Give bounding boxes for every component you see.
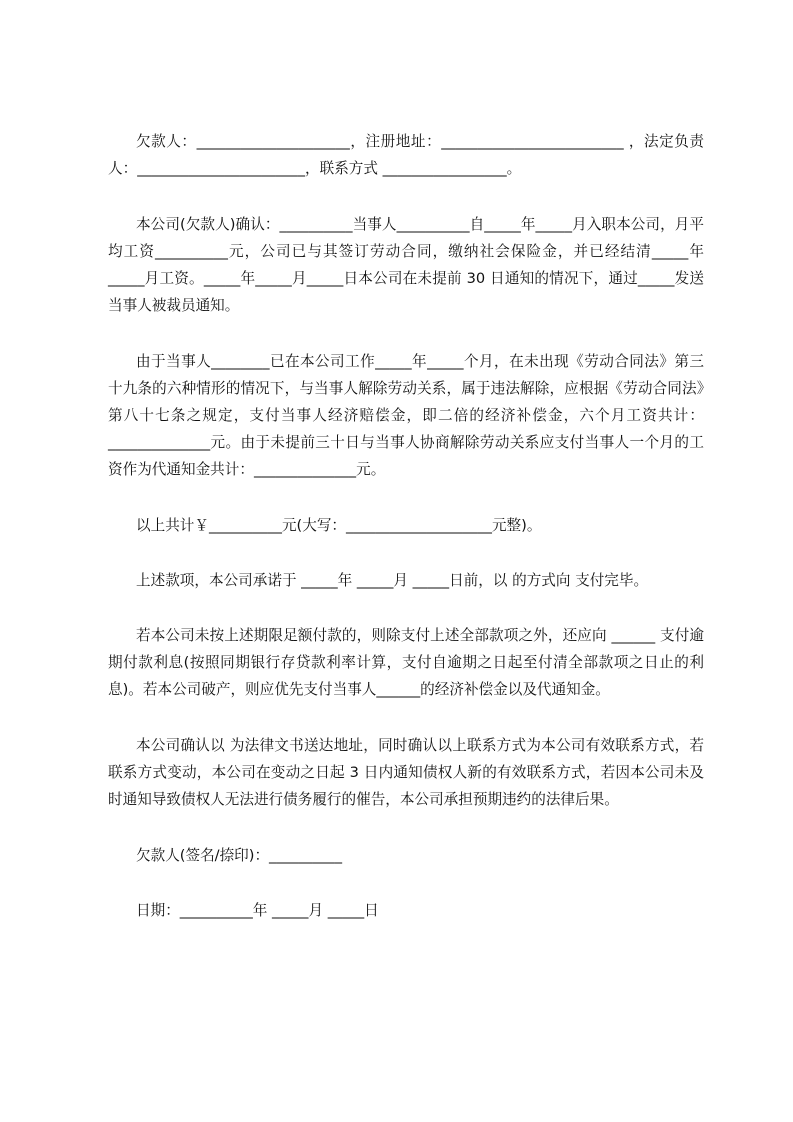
debtor-signature-line: 欠款人(签名/捺印)：__________ — [136, 847, 343, 864]
confirmation-paragraph: 本公司(欠款人)确认：__________当事人__________自_____年_____月入职本公司，月平均工资__________元，公司已与其签订劳动合同，缴纳社会保险金，并已经结清_____年_____月工资。_____年_____月_____日本公司在未提前 30 日通知的情况下，通过_____发送当事人被裁员通知。 — [108, 216, 704, 314]
late-payment-paragraph: 若本公司未按上述期限足额付款的，则除支付上述全部款项之外，还应向 ______ 支付逾期付款利息(按照同期银行存贷款利率计算，支付自逾期之日起至付清全部款项之日止的利息)。若本公司破产，则应优先支付当事人______的经济补偿金以及代通知金。 — [108, 627, 704, 698]
payment-promise-paragraph: 上述款项，本公司承诺于 _____年 _____月 _____日前，以 的方式向 支付完毕。 — [136, 572, 649, 589]
total-amount-paragraph: 以上共计￥__________元(大写：____________________元整)。 — [136, 517, 542, 534]
debtor-info-paragraph: 欠款人：_____________________，注册地址：_________________________ ，法定负责人：_______________________，联系方式 _________________。 — [108, 133, 704, 177]
service-address-paragraph: 本公司确认以 为法律文书送达地址，同时确认以上联系方式为本公司有效联系方式，若联系方式变动，本公司在变动之日起 3 日内通知债权人新的有效联系方式，若因本公司未及时通知导致债权人无法进行债务履行的催告，本公司承担预期违约的法律后果。 — [108, 737, 704, 808]
document-page — [108, 128, 704, 952]
date-line: 日期：__________年 _____月 _____日 — [136, 902, 379, 919]
compensation-paragraph: 由于当事人________已在本公司工作_____年_____个月，在未出现《劳动合同法》第三十九条的六种情形的情况下，与当事人解除劳动关系，属于违法解除，应根据《劳动合同法》第八十七条之规定，支付当事人经济赔偿金，即二倍的经济补偿金，六个月工资共计：______________元。由于未提前三十日与当事人协商解除劳动关系应支付当事人一个月的工资作为代通知金共计：______________元。 — [108, 353, 704, 478]
